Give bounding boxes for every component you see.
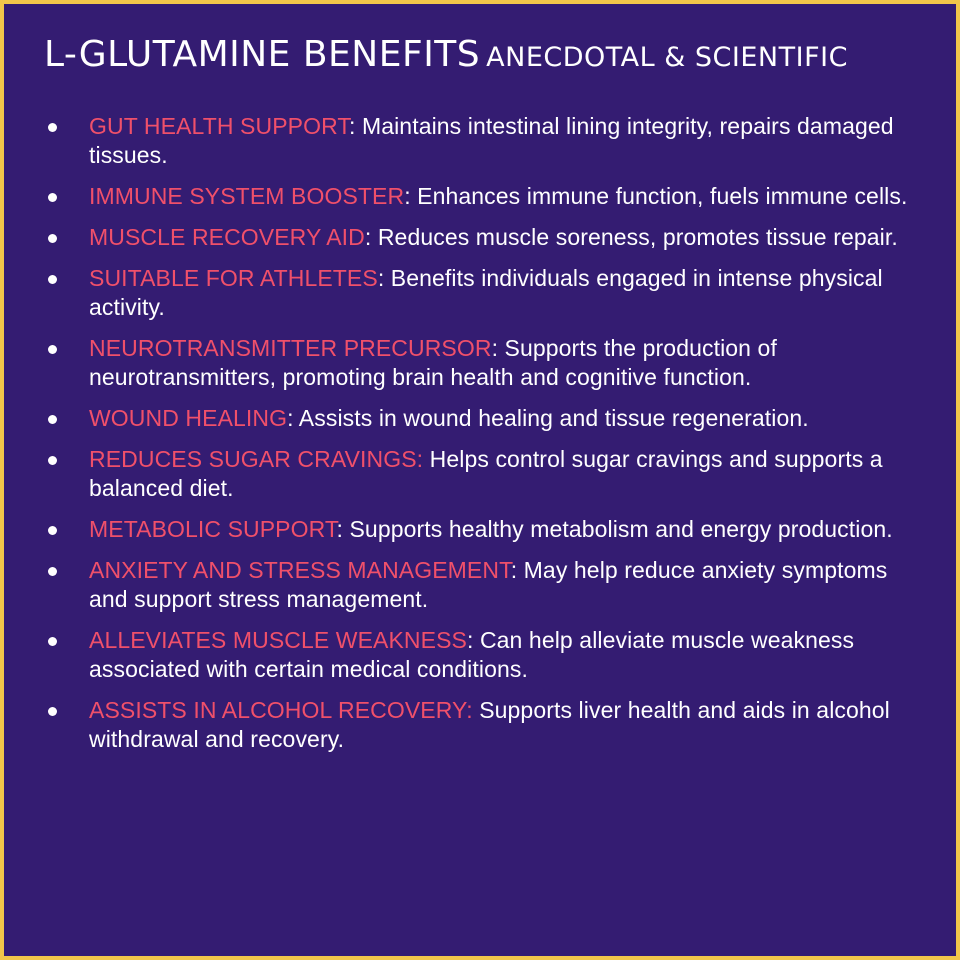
list-item bbox=[48, 515, 918, 544]
benefit-name: ALLEVIATES MUSCLE WEAKNESS bbox=[89, 627, 467, 653]
benefit-name: MUSCLE RECOVERY AID bbox=[89, 224, 365, 250]
bullet-icon bbox=[48, 637, 57, 646]
benefit-name: WOUND HEALING bbox=[89, 405, 288, 431]
bullet-icon bbox=[48, 123, 57, 132]
benefit-name: METABOLIC SUPPORT bbox=[89, 516, 337, 542]
benefit-name: REDUCES SUGAR CRAVINGS: bbox=[89, 446, 424, 472]
benefit-description: : May help reduce anxiety symptoms and support stress management. bbox=[89, 557, 888, 612]
benefit-description: : Maintains intestinal lining integrity, repairs damaged tissues. bbox=[89, 113, 894, 168]
benefit-name: ASSISTS IN ALCOHOL RECOVERY: bbox=[89, 697, 473, 723]
page-title bbox=[44, 34, 944, 75]
list-item bbox=[48, 696, 918, 754]
benefit-description: : Assists in wound healing and tissue regeneration. bbox=[287, 405, 809, 431]
bullet-icon bbox=[48, 456, 57, 465]
benefit-description: Supports liver health and aids in alcohol withdrawal and recovery. bbox=[89, 697, 890, 752]
bullet-icon bbox=[48, 275, 57, 284]
list-item bbox=[48, 223, 918, 252]
benefit-description: : Enhances immune function, fuels immune cells. bbox=[404, 183, 908, 209]
benefit-description: : Reduces muscle soreness, promotes tissue repair. bbox=[364, 224, 898, 250]
list-item bbox=[48, 264, 918, 322]
bullet-icon bbox=[48, 345, 57, 354]
benefit-description: : Supports healthy metabolism and energy production. bbox=[336, 516, 893, 542]
bullet-icon bbox=[48, 193, 57, 202]
list-item bbox=[48, 445, 918, 503]
benefit-description: Helps control sugar cravings and supports a balanced diet. bbox=[89, 446, 883, 501]
list-item bbox=[48, 334, 918, 392]
list-item bbox=[48, 404, 918, 433]
title-subtitle: ANECDOTAL & SCIENTIFIC bbox=[486, 42, 848, 73]
list-item bbox=[48, 556, 918, 614]
benefit-name: SUITABLE FOR ATHLETES bbox=[89, 265, 378, 291]
benefit-name: ANXIETY AND STRESS MANAGEMENT bbox=[89, 557, 511, 583]
bullet-icon bbox=[48, 567, 57, 576]
list-item bbox=[48, 626, 918, 684]
benefit-name: NEUROTRANSMITTER PRECURSOR bbox=[89, 335, 492, 361]
list-item bbox=[48, 112, 918, 170]
benefit-name: GUT HEALTH SUPPORT bbox=[89, 113, 349, 139]
benefit-description: : Benefits individuals engaged in intense physical activity. bbox=[89, 265, 883, 320]
benefit-description: : Supports the production of neurotransmitters, promoting brain health and cognitive function. bbox=[89, 335, 777, 390]
bullet-icon bbox=[48, 707, 57, 716]
benefits-list bbox=[48, 112, 918, 766]
title-main: L-GLUTAMINE BENEFITS bbox=[44, 34, 481, 75]
list-item bbox=[48, 182, 918, 211]
bullet-icon bbox=[48, 526, 57, 535]
benefit-description: : Can help alleviate muscle weakness associated with certain medical conditions. bbox=[89, 627, 855, 682]
bullet-icon bbox=[48, 234, 57, 243]
bullet-icon bbox=[48, 415, 57, 424]
benefit-name: IMMUNE SYSTEM BOOSTER bbox=[89, 183, 405, 209]
